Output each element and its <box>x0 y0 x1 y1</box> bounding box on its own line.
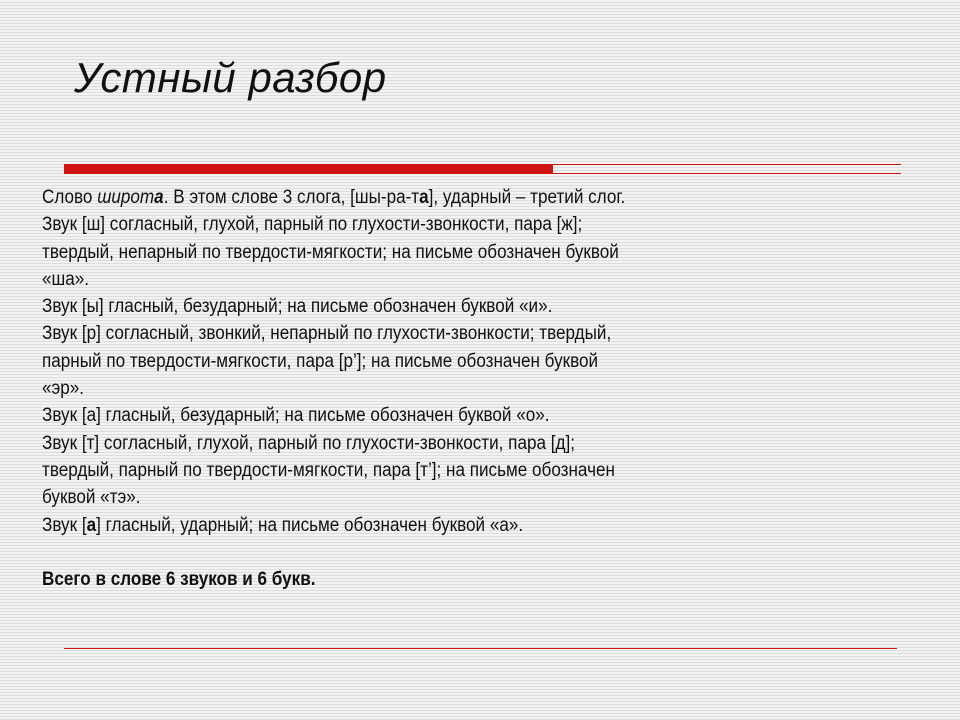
text-fragment: ] гласный, ударный; на письме обозначен буквой «а». <box>96 514 524 536</box>
text-line-10: Звук [т] согласный, глухой, парный по глухости-звонкости, пара [д]; <box>42 432 575 454</box>
analyzed-word-stem: широт <box>97 187 155 208</box>
divider-thin-line-top <box>553 164 901 165</box>
stressed-letter: а <box>86 514 97 536</box>
text-fragment: Слово <box>42 187 98 208</box>
text-line-8: «эр». <box>42 378 85 400</box>
text-line-4: «ша». <box>42 268 90 290</box>
text-line-5: Звук [ы] гласный, безударный; на письме обозначен буквой «и». <box>42 296 553 318</box>
stressed-letter: а <box>154 187 164 208</box>
text-line-3: твердый, непарный по твердости-мягкости; на письме обозначен буквой <box>42 241 619 263</box>
text-line-6: Звук [р] согласный, звонкий, непарный по глухости-звонкости; твердый, <box>42 323 612 345</box>
text-line-9: Звук [а] гласный, безударный; на письме обозначен буквой «о». <box>42 405 550 427</box>
text-line-2: Звук [ш] согласный, глухой, парный по глухости-звонкости, пара [ж]; <box>42 214 583 236</box>
text-fragment: ], ударный – третий слог. <box>428 187 626 208</box>
text-line-13 <box>42 512 636 539</box>
analyzed-word <box>97 187 164 208</box>
divider-thin-line-bottom <box>553 173 901 174</box>
stressed-letter: а <box>419 187 429 208</box>
text-fragment: Звук [ <box>42 514 87 536</box>
text-line-7: парный по твердости-мягкости, пара [р’]; на письме обозначен буквой <box>42 350 599 372</box>
analysis-text <box>42 184 636 593</box>
summary-line: Всего в слове 6 звуков и 6 букв. <box>42 569 316 591</box>
title-divider <box>64 162 901 176</box>
bottom-divider <box>64 648 897 649</box>
blank-line <box>42 539 636 566</box>
text-line-1 <box>42 184 636 211</box>
text-fragment: . В этом слове 3 слога, [шы-ра-т <box>163 187 420 208</box>
divider-red-bar <box>64 164 553 174</box>
text-line-11: твердый, парный по твердости-мягкости, пара [т’]; на письме обозначен <box>42 459 615 481</box>
text-line-12: буквой «тэ». <box>42 487 141 509</box>
page-title: Устный разбор <box>74 54 387 101</box>
